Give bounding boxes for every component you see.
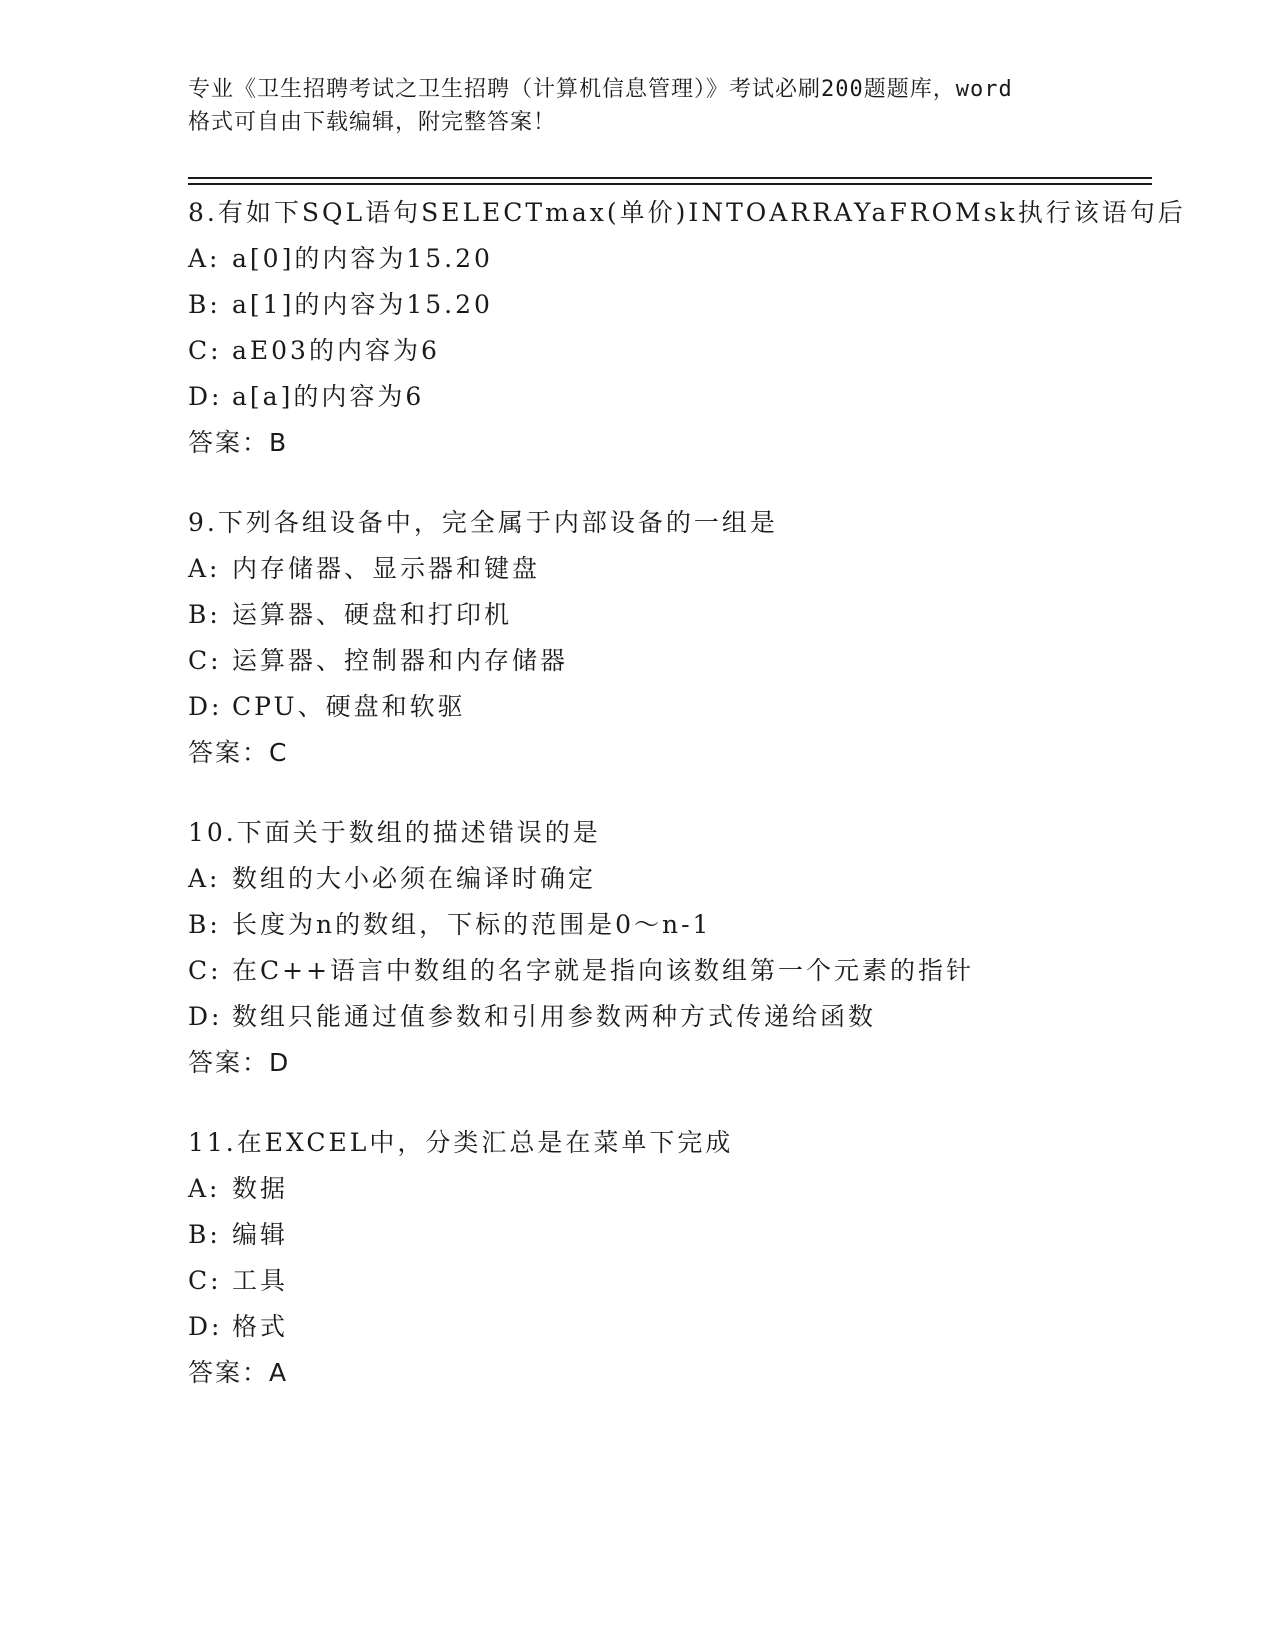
- question-10: [188, 810, 1168, 1086]
- option-letter: C:: [188, 956, 222, 985]
- question-stem: 9.下列各组设备中，完全属于内部设备的一组是: [188, 508, 778, 537]
- option-c: [188, 328, 1168, 374]
- answer-line: 答案：D: [188, 1048, 291, 1077]
- option-text: 工具: [232, 1266, 289, 1295]
- option-d: [188, 684, 1168, 730]
- answer-line: 答案：C: [188, 738, 289, 767]
- option-text: 编辑: [232, 1220, 289, 1249]
- answer-line: 答案：A: [188, 1358, 289, 1387]
- option-text: aE03的内容为6: [232, 336, 440, 365]
- option-text: 运算器、硬盘和打印机: [232, 600, 513, 629]
- option-d: [188, 994, 1168, 1040]
- document-header: [188, 73, 1088, 139]
- question-11: [188, 1120, 1168, 1396]
- header-divider-bottom: [188, 183, 1152, 185]
- option-letter: D:: [188, 692, 223, 721]
- option-c: [188, 1258, 1168, 1304]
- question-stem: 10.下面关于数组的描述错误的是: [188, 818, 601, 847]
- option-letter: A:: [188, 554, 221, 583]
- option-text: 在C++语言中数组的名字就是指向该数组第一个元素的指针: [232, 956, 975, 985]
- option-text: a[1]的内容为15.20: [232, 290, 493, 319]
- option-letter: C:: [188, 1266, 222, 1295]
- option-c: [188, 638, 1168, 684]
- option-b: [188, 592, 1168, 638]
- answer-line: 答案：B: [188, 428, 289, 457]
- option-text: 运算器、控制器和内存储器: [232, 646, 569, 675]
- option-letter: D:: [188, 1312, 223, 1341]
- option-text: 格式: [232, 1312, 289, 1341]
- option-letter: B:: [188, 290, 221, 319]
- option-d: [188, 1304, 1168, 1350]
- question-stem: 11.在EXCEL中，分类汇总是在菜单下完成: [188, 1128, 734, 1157]
- option-letter: B:: [188, 1220, 221, 1249]
- option-text: a[0]的内容为15.20: [232, 244, 493, 273]
- header-divider-top: [188, 177, 1152, 179]
- question-8: [188, 190, 1186, 466]
- option-letter: C:: [188, 336, 222, 365]
- option-letter: A:: [188, 864, 221, 893]
- option-a: [188, 1166, 1168, 1212]
- question-stem: 8.有如下SQL语句SELECTmax(单价)INTOARRAYaFROMsk执行该语句后: [188, 198, 1186, 227]
- option-letter: D:: [188, 382, 223, 411]
- header-line-1: 专业《卫生招聘考试之卫生招聘（计算机信息管理）》考试必刷200题题库，word: [188, 77, 1013, 102]
- option-text: CPU、硬盘和软驱: [232, 692, 466, 721]
- option-b: [188, 902, 1168, 948]
- option-a: [188, 546, 1168, 592]
- option-letter: A:: [188, 1174, 221, 1203]
- option-a: [188, 856, 1168, 902]
- option-letter: B:: [188, 600, 221, 629]
- option-text: a[a]的内容为6: [232, 382, 425, 411]
- option-letter: C:: [188, 646, 222, 675]
- option-text: 数据: [232, 1174, 289, 1203]
- option-text: 内存储器、显示器和键盘: [232, 554, 541, 583]
- option-letter: B:: [188, 910, 221, 939]
- question-list: [188, 190, 1186, 1430]
- header-line-2: 格式可自由下载编辑，附完整答案！: [188, 110, 557, 135]
- option-b: [188, 1212, 1168, 1258]
- option-b: [188, 282, 1168, 328]
- option-text: 数组只能通过值参数和引用参数两种方式传递给函数: [232, 1002, 877, 1031]
- option-a: [188, 236, 1168, 282]
- option-c: [188, 948, 1168, 994]
- option-text: 数组的大小必须在编译时确定: [232, 864, 597, 893]
- option-d: [188, 374, 1168, 420]
- option-text: 长度为n的数组，下标的范围是0～n-1: [232, 910, 712, 939]
- option-letter: D:: [188, 1002, 223, 1031]
- question-9: [188, 500, 1168, 776]
- option-letter: A:: [188, 244, 221, 273]
